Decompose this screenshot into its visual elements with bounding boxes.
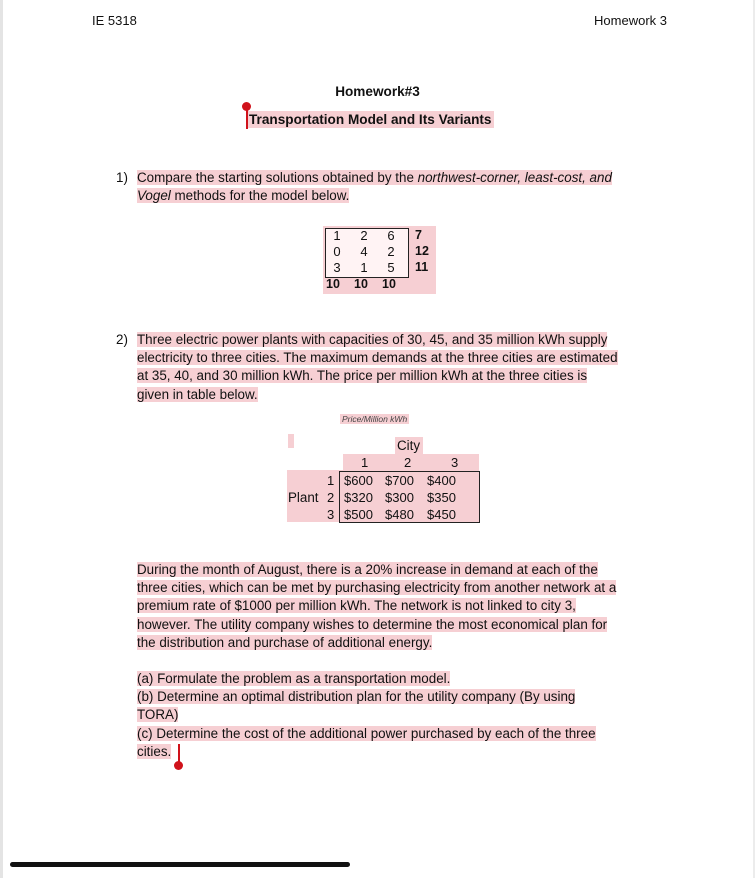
price-cell: $500 <box>344 507 373 522</box>
q1-line2-post: methods for the model below. <box>170 188 350 204</box>
q2-number: 2) <box>116 332 128 347</box>
price-cell: $300 <box>385 490 414 505</box>
price-cell: $600 <box>344 473 373 488</box>
part-a: (a) Formulate the problem as a transportation model. <box>137 671 451 686</box>
matrix-cell: 6 <box>387 228 395 243</box>
home-indicator-bar[interactable] <box>10 862 350 867</box>
q1-matrix <box>323 226 436 294</box>
matrix-cell: 3 <box>333 260 341 275</box>
price-cell: $450 <box>427 507 456 522</box>
price-cell: $400 <box>427 473 456 488</box>
q2-intro[interactable] <box>137 331 618 404</box>
q1-text[interactable] <box>137 169 612 205</box>
august-paragraph[interactable] <box>137 561 616 652</box>
header-course: IE 5318 <box>92 13 137 28</box>
matrix-demand: 10 <box>326 277 340 291</box>
august-line-3: premium rate of $1000 per million kWh. The network is not linked to city 3, <box>137 598 576 614</box>
matrix-supply: 11 <box>415 260 429 274</box>
part-c: (c) Determine the cost of the additional power purchased by each of the three <box>137 725 596 741</box>
part-b-cont: TORA) <box>137 707 179 723</box>
matrix-cell: 1 <box>360 260 368 275</box>
matrix-cell: 1 <box>333 228 341 243</box>
q1-line1-italic: northwest-corner, least-cost, and <box>417 170 612 185</box>
q2-line-3: at 35, 40, and 30 million kWh. The price per million kWh at the three cities is <box>137 368 588 384</box>
august-line-5: the distribution and purchase of additional energy. <box>137 634 433 650</box>
city-number: 1 <box>361 455 369 470</box>
page-subtitle[interactable]: Transportation Model and Its Variants <box>246 111 494 128</box>
q1-number: 1) <box>116 170 128 185</box>
price-cell: $320 <box>344 490 373 505</box>
matrix-cell: 0 <box>333 244 341 259</box>
price-cell: $350 <box>427 490 456 505</box>
part-c-cont: cities. <box>137 743 172 759</box>
q2-line-1: Three electric power plants with capacities of 30, 45, and 35 million kWh supply <box>137 332 608 347</box>
matrix-cell: 4 <box>360 244 368 259</box>
q1-line1-pre: Compare the starting solutions obtained by the <box>137 170 418 185</box>
page-left-edge <box>0 0 3 878</box>
plant-number: 1 <box>327 473 335 488</box>
city-number: 3 <box>451 455 459 470</box>
q2-line-4: given in table below. <box>137 386 258 402</box>
matrix-supply: 12 <box>415 244 429 258</box>
selection-start-handle[interactable] <box>246 108 248 129</box>
august-line-2: three cities, which can be met by purchasing electricity from another network at a <box>137 580 617 596</box>
q1-line2-italic: Vogel <box>137 188 171 204</box>
matrix-cell: 5 <box>387 260 395 275</box>
q2-line-2: electricity to three cities. The maximum demands at the three cities are estimated <box>137 350 618 366</box>
page-title: Homework#3 <box>335 84 420 99</box>
header-assignment: Homework 3 <box>594 13 667 28</box>
plant-number: 2 <box>327 490 335 505</box>
matrix-cell: 2 <box>387 244 395 259</box>
price-table <box>287 437 479 524</box>
city-number: 2 <box>404 455 412 470</box>
selection-start-dot[interactable] <box>242 102 251 111</box>
city-label: City <box>397 438 421 453</box>
price-table-caption: Price/Million kWh <box>342 414 408 424</box>
selection-end-dot[interactable] <box>174 761 183 770</box>
price-cell: $480 <box>385 507 414 522</box>
plant-number: 3 <box>327 507 335 522</box>
matrix-demand: 10 <box>354 277 368 291</box>
august-line-4: however. The utility company wishes to determine the most economical plan for <box>137 616 608 632</box>
matrix-cell: 2 <box>360 228 368 243</box>
august-line-1: During the month of August, there is a 20% increase in demand at each of the <box>137 562 598 577</box>
matrix-supply: 7 <box>415 228 422 242</box>
plant-label: Plant <box>288 490 319 505</box>
matrix-demand: 10 <box>382 277 396 291</box>
part-b: (b) Determine an optimal distribution plan for the utility company (By using <box>137 689 576 705</box>
q2-parts[interactable] <box>137 670 596 761</box>
price-cell: $700 <box>385 473 414 488</box>
